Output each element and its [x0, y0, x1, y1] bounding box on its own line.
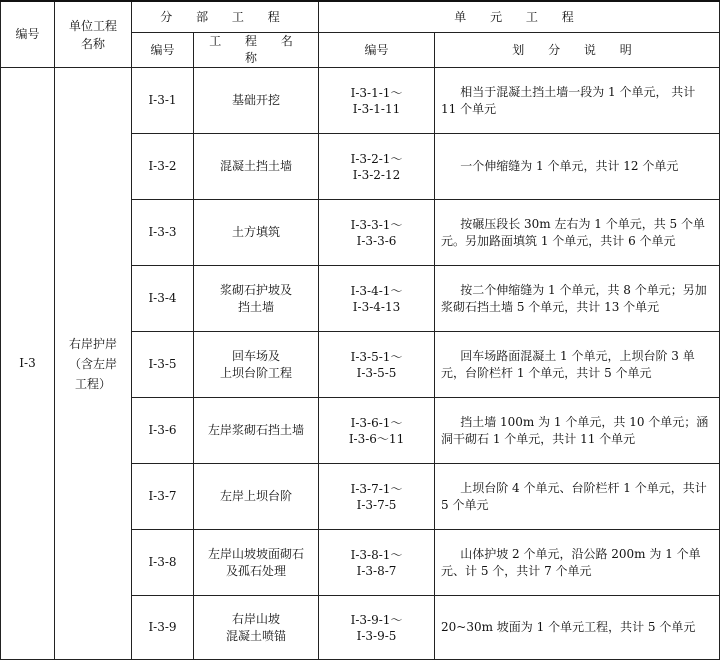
division-name-line-2: 混凝土喷锚: [226, 628, 287, 643]
element-code-from: Ⅰ-3-7-1～: [350, 481, 403, 496]
division-name-line-2: 及孤石处理: [226, 563, 287, 578]
division-name: 基础开挖: [194, 68, 319, 134]
division-code: Ⅰ-3-7: [132, 464, 194, 530]
element-code-from: Ⅰ-3-1-1～: [350, 85, 403, 100]
division-code: Ⅰ-3-1: [132, 68, 194, 134]
division-name-line-1: 浆砌石护坡及: [220, 282, 293, 297]
division-name: [194, 332, 319, 398]
division-description: 回车场路面混凝土 1 个单元，上坝台阶 3 单元，台阶栏杆 1 个单元，共计 5 个单元: [435, 332, 720, 398]
division-name: 土方填筑: [194, 200, 319, 266]
element-code-to: Ⅰ-3-6～11: [348, 431, 405, 446]
division-description: 挡土墙 100m 为 1 个单元，共 10 个单元；涵洞干砌石 1 个单元，共计 11 个单元: [435, 398, 720, 464]
division-name-line-1: 左岸山坡坡面砌石: [208, 546, 305, 561]
element-code-range: [319, 332, 435, 398]
header-unit-project: 单位工程名称: [55, 1, 132, 68]
element-code-to: Ⅰ-3-4-13: [352, 299, 401, 314]
division-name-line-2: 挡土墙: [238, 299, 275, 314]
division-name: [194, 530, 319, 596]
division-name: 混凝土挡土墙: [194, 134, 319, 200]
header-element-desc: 划 分 说 明: [435, 33, 720, 68]
division-description: 一个伸缩缝为 1 个单元，共计 12 个单元: [435, 134, 720, 200]
element-code-to: Ⅰ-3-2-12: [352, 167, 401, 182]
element-code-to: Ⅰ-3-3-6: [356, 233, 397, 248]
element-code-from: Ⅰ-3-3-1～: [350, 217, 403, 232]
element-code-range: [319, 200, 435, 266]
division-description: 山体护坡 2 个单元，沿公路 200m 为 1 个单元、计 5 个，共计 7 个单元: [435, 530, 720, 596]
element-code-range: [319, 398, 435, 464]
element-code-from: Ⅰ-3-9-1～: [350, 612, 403, 627]
header-division-code: 编号: [132, 33, 194, 68]
header-element-code: 编号: [319, 33, 435, 68]
division-name-line-1: 右岸山坡: [232, 611, 281, 626]
unit-code: Ⅰ-3: [1, 68, 55, 660]
element-code-to: Ⅰ-3-7-5: [356, 497, 397, 512]
division-code: Ⅰ-3-8: [132, 530, 194, 596]
division-description: 相当于混凝土挡土墙一段为 1 个单元， 共计 11 个单元: [435, 68, 720, 134]
element-code-range: [319, 266, 435, 332]
division-name: 左岸浆砌石挡土墙: [194, 398, 319, 464]
division-description: 上坝台阶 4 个单元、台阶栏杆 1 个单元，共计 5 个单元: [435, 464, 720, 530]
element-code-range: [319, 596, 435, 660]
element-code-to: Ⅰ-3-1-11: [352, 101, 401, 116]
element-code-range: [319, 530, 435, 596]
division-name-line-2: 上坝台阶工程: [220, 365, 293, 380]
division-name-line-1: 回车场及: [232, 348, 281, 363]
division-code: Ⅰ-3-5: [132, 332, 194, 398]
header-code: 编号: [1, 1, 55, 68]
division-description: 按碾压段长 30m 左右为 1 个单元，共 5 个单元。另加路面填筑 1 个单元，共计 6 个单元: [435, 200, 720, 266]
element-code-range: [319, 134, 435, 200]
element-code-to: Ⅰ-3-8-7: [356, 563, 397, 578]
division-name: 左岸上坝台阶: [194, 464, 319, 530]
division-code: Ⅰ-3-9: [132, 596, 194, 660]
division-description: 按二个伸缩缝为 1 个单元，共 8 个单元；另加浆砌石挡土墙 5 个单元，共计 13 个单元: [435, 266, 720, 332]
element-code-from: Ⅰ-3-6-1～: [350, 415, 403, 430]
element-code-to: Ⅰ-3-5-5: [356, 365, 397, 380]
division-name: [194, 266, 319, 332]
element-code-from: Ⅰ-3-8-1～: [350, 547, 403, 562]
unit-name: 右岸护岸（含左岸工程）: [55, 68, 132, 660]
header-division-group: 分 部 工 程: [132, 1, 319, 33]
division-code: Ⅰ-3-3: [132, 200, 194, 266]
division-name: [194, 596, 319, 660]
division-code: Ⅰ-3-2: [132, 134, 194, 200]
element-code-range: [319, 464, 435, 530]
element-code-from: Ⅰ-3-5-1～: [350, 349, 403, 364]
division-code: Ⅰ-3-6: [132, 398, 194, 464]
element-code-to: Ⅰ-3-9-5: [356, 628, 397, 643]
element-code-from: Ⅰ-3-4-1～: [350, 283, 403, 298]
element-code-from: Ⅰ-3-2-1～: [350, 151, 403, 166]
header-element-group: 单 元 工 程: [319, 1, 720, 33]
element-code-range: [319, 68, 435, 134]
header-row-1: [1, 1, 720, 33]
division-description: 20~30m 坡面为 1 个单元工程，共计 5 个单元: [435, 596, 720, 660]
table-row: [1, 68, 720, 134]
header-division-name: 工 程 名 称: [194, 33, 319, 68]
division-code: Ⅰ-3-4: [132, 266, 194, 332]
